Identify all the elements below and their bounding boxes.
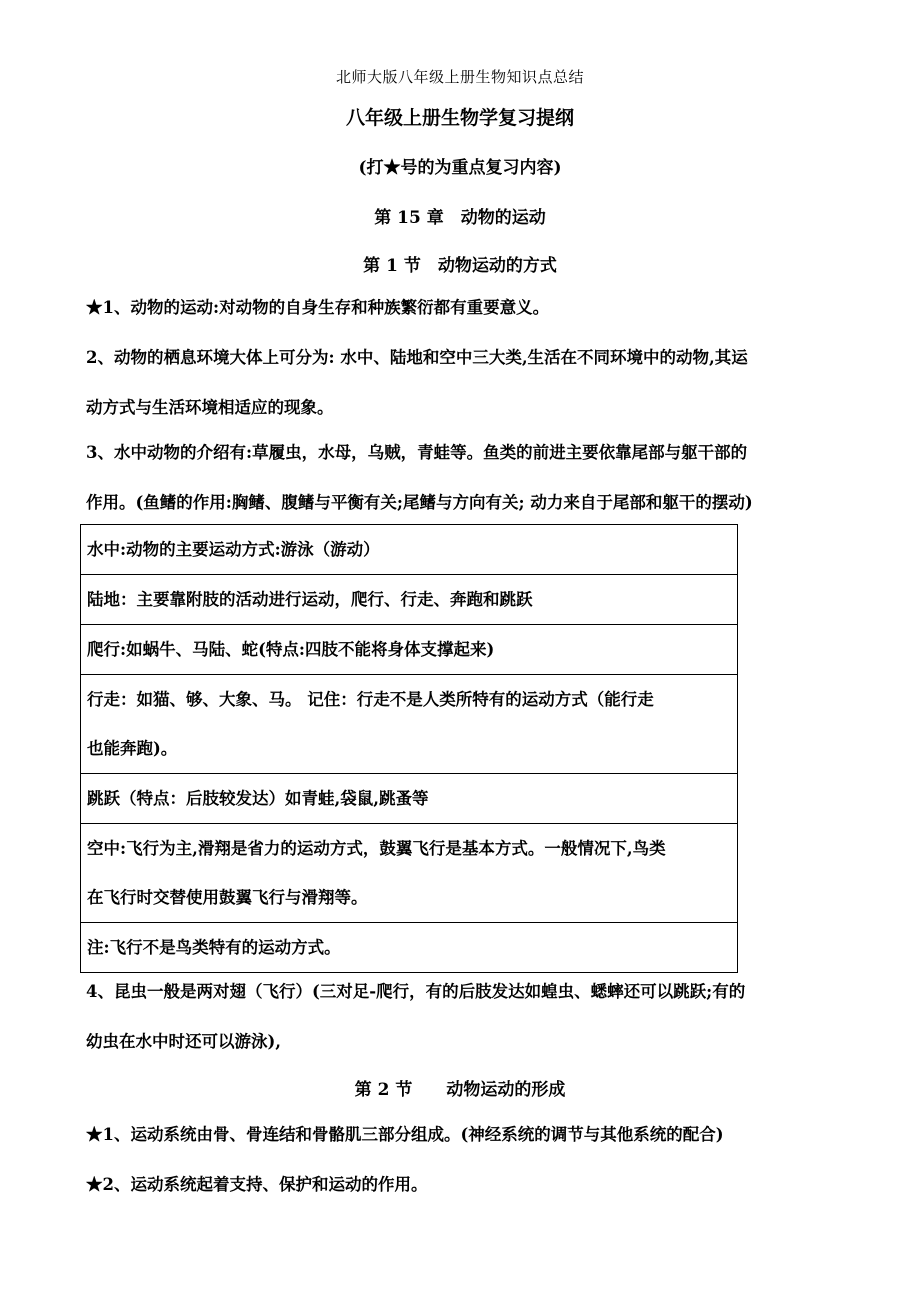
- table-row: [81, 575, 737, 625]
- paragraph-item: 3、水中动物的介绍有:草履虫，水母，乌贼，青蛙等。鱼类的前进主要依靠尾部与躯干部的: [86, 443, 748, 462]
- running-header: 北师大版八年级上册生物知识点总结: [335, 68, 584, 86]
- paragraph-item: ★2、运动系统起着支持、保护和运动的作用。: [86, 1175, 428, 1194]
- table-cell-text: 爬行:如蜗牛、马陆、蛇(特点:四肢不能将身体支撑起来): [87, 640, 495, 659]
- table-cell-text: 陆地：主要靠附肢的活动进行运动，爬行、行走、奔跑和跳跃: [87, 590, 533, 609]
- paragraph-item-continued: 幼虫在水中时还可以游泳),: [86, 1032, 282, 1051]
- table-cell-text: 行走：如猫、够、大象、马。 记住：行走不是人类所特有的运动方式（能行走: [87, 690, 654, 709]
- table-cell-text: 在飞行时交替使用鼓翼飞行与滑翔等。: [87, 888, 368, 907]
- chapter-heading: 第 15 章 动物的运动: [374, 208, 546, 228]
- section-heading-2: 第 2 节 动物运动的形成: [354, 1080, 566, 1100]
- table-row: [81, 525, 737, 575]
- table-cell-text: 注:飞行不是鸟类特有的运动方式。: [87, 938, 341, 957]
- table-row: [81, 625, 737, 675]
- table-row: [81, 774, 737, 824]
- paragraph-item: ★1、动物的运动:对动物的自身生存和种族繁衍都有重要意义。: [86, 298, 550, 317]
- table-cell-text: 水中:动物的主要运动方式:游泳（游动）: [87, 540, 380, 559]
- section-heading-1: 第 1 节 动物运动的方式: [363, 256, 557, 276]
- paragraph-item: 4、昆虫一般是两对翅（飞行）(三对足-爬行，有的后肢发达如蝗虫、蟋蟀还可以跳跃;有的: [86, 982, 746, 1001]
- table-row: [81, 923, 737, 972]
- paragraph-item-continued: 作用。(鱼鳍的作用:胸鳍、腹鳍与平衡有关;尾鳍与方向有关; 动力来自于尾部和躯干的摆动): [86, 493, 753, 512]
- paragraph-item: 2、动物的栖息环境大体上可分为: 水中、陆地和空中三大类,生活在不同环境中的动物,其运: [86, 348, 748, 367]
- table-cell-text: 跳跃（特点：后肢较发达）如青蛙,袋鼠,跳蚤等: [87, 789, 429, 808]
- table-cell-text: 空中:飞行为主,滑翔是省力的运动方式，鼓翼飞行是基本方式。一般情况下,鸟类: [87, 839, 666, 858]
- paragraph-item: ★1、运动系统由骨、骨连结和骨骼肌三部分组成。(神经系统的调节与其他系统的配合): [86, 1125, 724, 1144]
- document-title: 八年级上册生物学复习提纲: [345, 107, 574, 129]
- table-cell-text: 也能奔跑)。: [87, 739, 178, 758]
- table-row: [81, 824, 737, 923]
- paragraph-item-continued: 动方式与生活环境相适应的现象。: [86, 398, 334, 417]
- movement-table: [80, 524, 738, 973]
- document-subtitle: (打★号的为重点复习内容): [358, 158, 562, 178]
- table-row: [81, 675, 737, 774]
